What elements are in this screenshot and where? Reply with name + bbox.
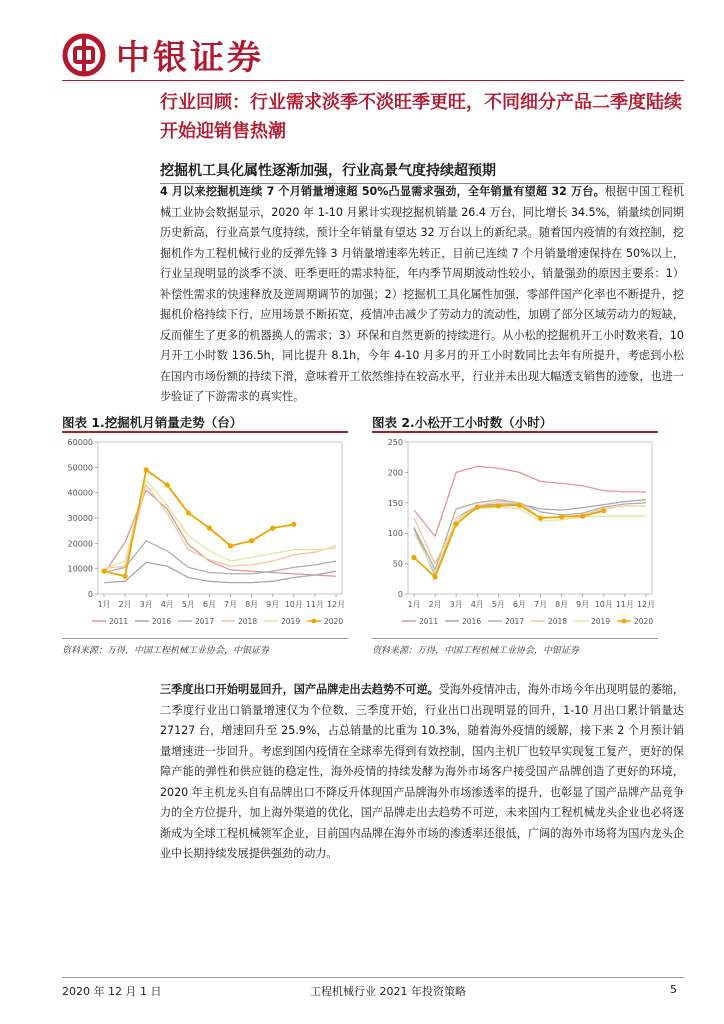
- data-point-2020: [291, 522, 296, 527]
- data-point-2020: [432, 574, 437, 579]
- data-point-2020: [496, 503, 501, 508]
- legend-label: 2018: [548, 617, 568, 626]
- x-tick-label: 1月: [407, 600, 421, 609]
- data-point-2020: [249, 538, 254, 543]
- legend-label: 2020: [324, 617, 344, 626]
- y-tick-label: 60000: [67, 438, 93, 447]
- y-tick-label: 50000: [67, 463, 93, 473]
- x-tick-label: 10月: [594, 600, 613, 609]
- paragraph-1-body: 根据中国工程机械工业协会数据显示，2020 年 1-10 月累计实现挖掘机销量 26.4 万台，同比增长 34.5%，销量续创同期历史新高，行业高景气度持续，预计全年销量有望达 32 万台以上的新纪录。随着国内疫情的有效控制，挖掘机作为工程机械行业的反弹先锋 3 月销量增速率先转正，目前已连续 7 个月销量增速保持在 50%以上，行业呈现明显的淡季不淡、旺季更旺的需求特征，年内季节周期波动性较小，销量强劲的原因主要系：1）补偿性需求的快速释放及逆周期调节的加强；2）挖掘机工具化属性加强，零部件国产化率也不断提升，挖掘机价格持续下行，应用场景不断拓宽，疫情冲击减少了劳动力的流动性，加剧了部分区域劳动力的短缺，反而催生了更多的机器换人的需求；3）环保和自然更新的持续进行。从小松的挖掘机开工小时数来看，10 月开工小时数 136.5h，同比提升 8.1h，今年 4-10 月多月的开工小时数同比去年有所提升，考虑到小松在国内市场份额的持续下滑，意味着开工依然维持在较高水平，行业并未出现大幅透支销售的迹象，也进一步验证了下游需求的真实性。: [160, 185, 684, 403]
- x-tick-label: 7月: [533, 600, 548, 609]
- figure-1-title: 图表 1.挖掘机月销量走势（台）: [62, 415, 243, 430]
- y-tick-label: 250: [387, 438, 403, 447]
- x-tick-label: 11月: [305, 600, 325, 609]
- data-point-2020: [101, 569, 106, 574]
- x-tick-label: 6月: [512, 600, 527, 609]
- legend-label: 2020: [634, 617, 654, 626]
- x-tick-label: 12月: [326, 600, 346, 609]
- data-point-2020: [601, 508, 606, 513]
- x-tick-label: 8月: [555, 600, 569, 609]
- figure-1-source: 资料来源：万得，中国工程机械工业协会，中银证券: [62, 646, 270, 656]
- x-tick-label: 5月: [181, 600, 195, 609]
- paragraph-1-lead: 4 月以来挖掘机连续 7 个月销量增速超 50%凸显需求强劲，全年销量有望超 32 万台。: [160, 185, 605, 198]
- series-line-2019: [104, 480, 336, 569]
- x-tick-label: 5月: [491, 600, 505, 609]
- figure-1-rule: [62, 431, 348, 433]
- y-tick-label: 100: [387, 529, 403, 539]
- data-point-2020: [580, 514, 585, 519]
- x-tick-label: 2月: [118, 600, 132, 609]
- legend-label: 2019: [591, 617, 611, 626]
- paragraph-2: [160, 680, 684, 865]
- y-tick-label: 30000: [67, 514, 93, 523]
- paragraph-2-lead: 三季度出口开始明显回升，国产品牌走出去趋势不可逆。: [160, 683, 439, 696]
- data-point-2020: [228, 543, 233, 548]
- data-point-2020: [517, 503, 522, 508]
- y-tick-label: 200: [387, 468, 403, 478]
- y-tick-label: 10000: [67, 564, 93, 574]
- legend-label: 2019: [281, 617, 301, 626]
- bank-of-china-logo-icon: [62, 33, 106, 77]
- brand-name: 中银证券: [116, 38, 264, 78]
- y-tick-label: 40000: [67, 488, 93, 498]
- page-title: 行业回顾：行业需求淡季不淡旺季更旺，不同细分产品二季度陆续开始迎销售热潮: [160, 92, 682, 142]
- x-tick-label: 12月: [636, 600, 656, 609]
- x-tick-label: 3月: [449, 600, 463, 609]
- x-tick-label: 1月: [97, 600, 111, 609]
- legend-label: 2016: [462, 617, 482, 626]
- data-point-2020: [165, 482, 170, 487]
- brand-logo: [62, 30, 264, 79]
- x-tick-label: 2月: [428, 600, 442, 609]
- data-point-2020: [411, 555, 416, 560]
- x-tick-label: 8月: [245, 600, 259, 609]
- legend-label: 2011: [109, 617, 129, 626]
- series-line-2011: [414, 466, 646, 536]
- plot-frame: [408, 442, 652, 594]
- y-tick-label: 0: [397, 590, 403, 599]
- section-heading: 挖掘机工具化属性逐渐加强，行业高景气度持续超预期: [160, 163, 496, 179]
- legend-marker-2020: [312, 619, 317, 624]
- data-point-2020: [454, 521, 459, 526]
- legend-label: 2017: [505, 617, 525, 626]
- legend-label: 2016: [152, 617, 172, 626]
- header-rule: [62, 80, 684, 81]
- footer-doc-title: 工程机械行业 2021 年投资策略: [310, 985, 466, 998]
- figure-1-source-rule: [62, 638, 348, 639]
- x-tick-label: 3月: [139, 600, 153, 609]
- y-tick-label: 150: [387, 498, 403, 508]
- x-tick-label: 9月: [576, 600, 590, 609]
- data-point-2020: [186, 510, 191, 515]
- data-point-2020: [270, 526, 275, 531]
- figure-2-source-rule: [372, 638, 658, 639]
- figure-2-source: 资料来源：万得，中国工程机械工业协会，中银证券: [372, 646, 580, 656]
- data-point-2020: [144, 467, 149, 472]
- x-tick-label: 9月: [266, 600, 280, 609]
- paragraph-1: [160, 182, 684, 408]
- x-tick-label: 10月: [284, 600, 303, 609]
- page-number: 5: [670, 983, 677, 996]
- y-tick-label: 0: [87, 590, 93, 599]
- figure-2-rule: [372, 431, 658, 433]
- data-point-2020: [207, 526, 212, 531]
- footer-date: 2020 年 12 月 1 日: [62, 985, 162, 998]
- excavator-sales-chart: [62, 434, 348, 634]
- data-point-2020: [475, 504, 480, 509]
- data-point-2020: [538, 515, 543, 520]
- y-tick-label: 20000: [67, 539, 93, 549]
- legend-label: 2017: [195, 617, 215, 626]
- legend-label: 2011: [419, 617, 439, 626]
- legend-marker-2020: [622, 619, 627, 624]
- figure-2-title: 图表 2.小松开工小时数（小时）: [372, 415, 553, 430]
- x-tick-label: 11月: [615, 600, 635, 609]
- komatsu-hours-chart: [372, 434, 658, 634]
- x-tick-label: 7月: [223, 600, 238, 609]
- footer-rule: [62, 977, 684, 978]
- series-line-2020: [414, 505, 604, 577]
- paragraph-2-body: 受海外疫情冲击，海外市场今年出现明显的萎缩，二季度行业出口销量增速仅为个位数，三季度开始，行业出口出现明显的回升，1-10 月出口累计销量达 27127 台，增速回升至 25.9%，占总销量的比重为 10.3%，随着海外疫情的缓解，接下来 2 个月预计销量增速进一步回升。考虑到国内疫情在全球率先得到有效控制，国内主机厂也较早实现复工复产，更好的保障产能的弹性和供应链的稳定性，海外疫情的持续发酵为海外市场客户接受国产品牌创造了更好的环境，2020 年主机龙头自有品牌出口不降反升体现国产品牌海外市场渗透率的提升，也彰显了国产品牌产品竞争力的全方位提升，加上海外渠道的优化，国产品牌走出去趋势不可逆，未来国内工程机械龙头企业也必将逐渐成为全球工程机械领军企业，目前国内品牌在海外市场的渗透率还很低，广阔的海外市场将为国内龙头企业中长期持续发展提供强劲的动力。: [160, 683, 684, 860]
- x-tick-label: 4月: [470, 600, 484, 609]
- y-tick-label: 50: [392, 559, 403, 569]
- x-tick-label: 6月: [202, 600, 217, 609]
- legend-label: 2018: [238, 617, 258, 626]
- data-point-2020: [559, 514, 564, 519]
- x-tick-label: 4月: [160, 600, 174, 609]
- data-point-2020: [122, 574, 127, 579]
